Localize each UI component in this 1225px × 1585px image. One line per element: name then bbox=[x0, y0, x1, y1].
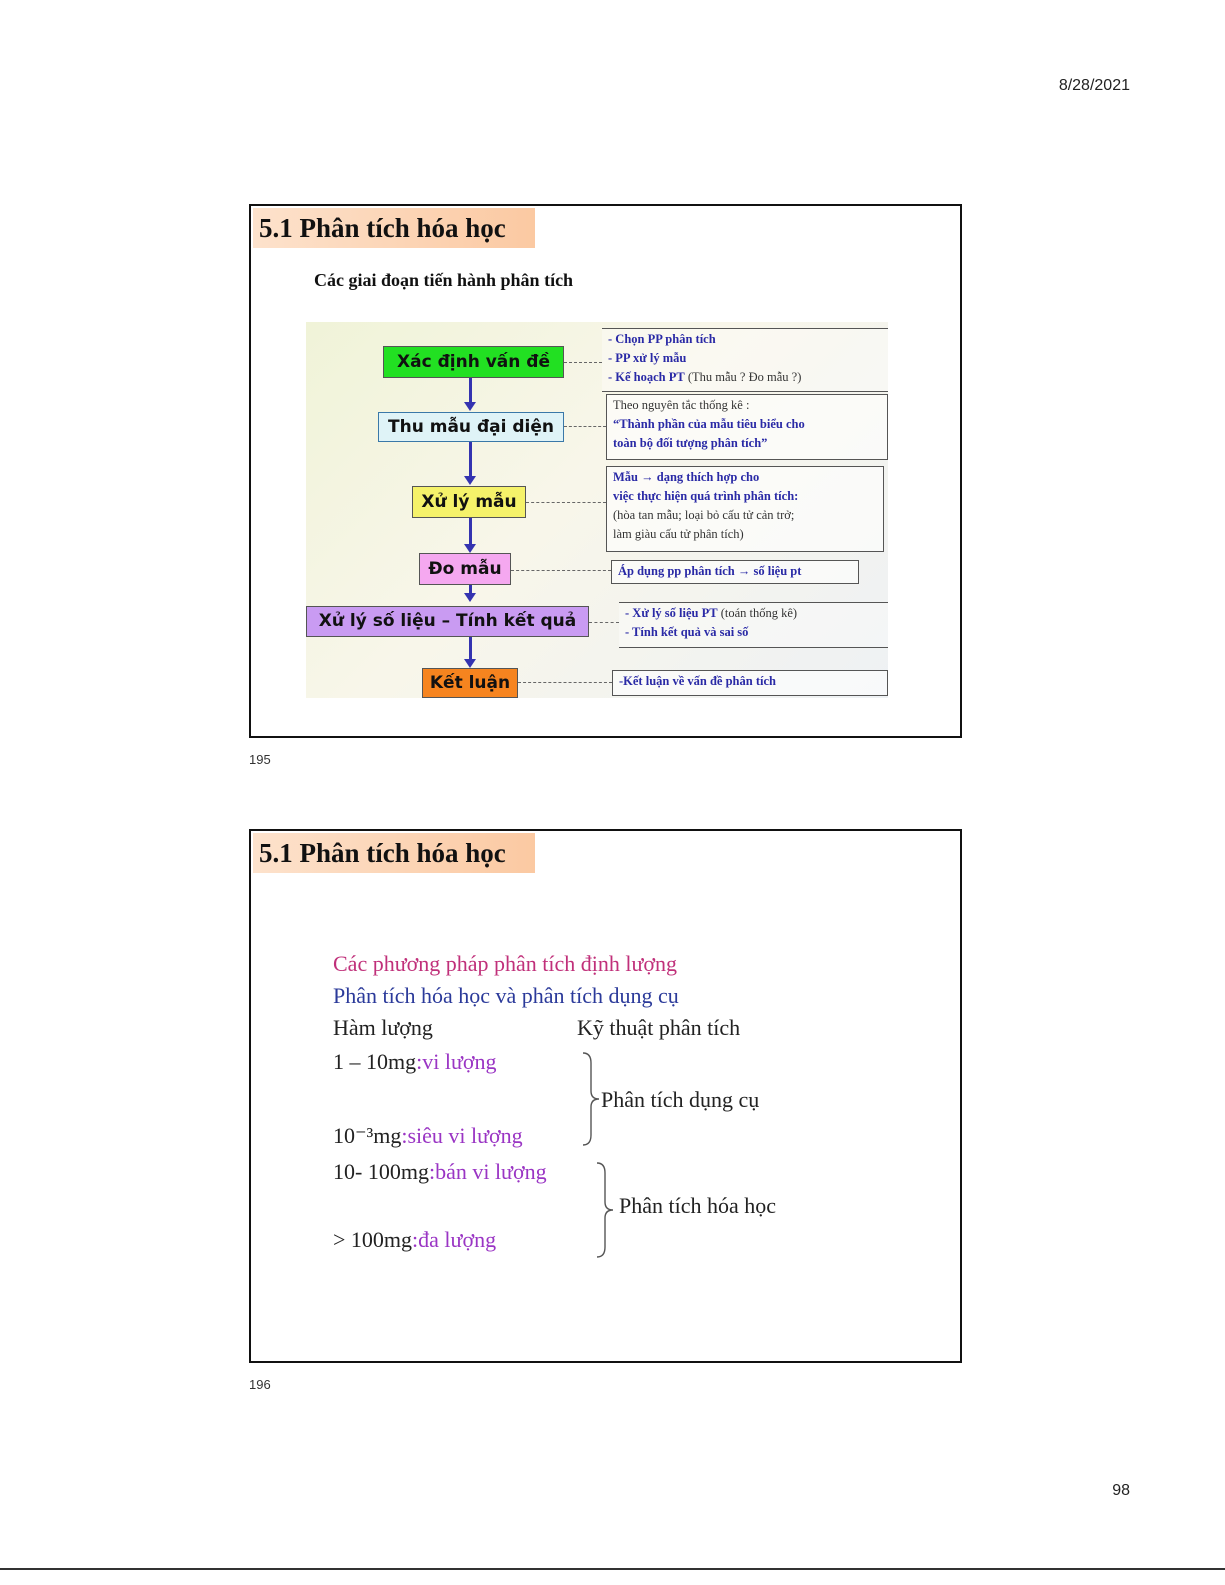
slide-number: 196 bbox=[249, 1377, 271, 1392]
column-technique: Kỹ thuật phân tích bbox=[577, 1015, 741, 1040]
slide-196 bbox=[249, 829, 962, 1363]
note-connector bbox=[589, 622, 619, 623]
slide-subtitle: Các giai đoạn tiến hành phân tích bbox=[314, 270, 574, 290]
bottom-divider bbox=[0, 1568, 1225, 1570]
note-sample-processing bbox=[606, 466, 884, 552]
group-instrumental: Phân tích dụng cụ bbox=[601, 1087, 760, 1112]
amount-row: > 100mg:đa lượng bbox=[333, 1227, 497, 1252]
note-line: - Chọn PP phân tích bbox=[608, 332, 716, 346]
amount-row: 1 – 10mg:vi lượng bbox=[333, 1049, 497, 1074]
slide-195 bbox=[249, 204, 962, 738]
right-brace-icon bbox=[581, 1051, 601, 1147]
page-number: 98 bbox=[1112, 1482, 1130, 1499]
note-line: - PP xử lý mẫu bbox=[608, 351, 687, 365]
column-amount: Hàm lượng bbox=[333, 1015, 433, 1040]
note-conclusion bbox=[612, 670, 888, 696]
slide-title: 5.1 Phân tích hóa học bbox=[253, 833, 535, 873]
right-brace-icon bbox=[595, 1161, 615, 1259]
stage-measurement: Đo mẫu bbox=[419, 553, 511, 585]
note-line: làm giàu cấu tử phân tích) bbox=[613, 527, 744, 541]
note-line: “Thành phần của mẫu tiêu biểu cho bbox=[613, 417, 805, 431]
flow-connector bbox=[469, 442, 472, 480]
arrow-down-icon bbox=[464, 659, 476, 668]
arrow-down-icon bbox=[464, 544, 476, 553]
page-date: 8/28/2021 bbox=[1058, 77, 1130, 94]
note-line: - Xử lý số liệu PT (toán thống kê) bbox=[625, 606, 798, 620]
note-connector bbox=[511, 570, 611, 571]
stage-data-processing: Xử lý số liệu – Tính kết quả bbox=[306, 606, 589, 637]
note-connector bbox=[518, 682, 612, 683]
arrow-down-icon bbox=[464, 476, 476, 485]
note-line: (hòa tan mẫu; loại bỏ cấu tử cản trở; bbox=[613, 508, 795, 522]
flow-diagram bbox=[306, 322, 888, 698]
slide-number: 195 bbox=[249, 752, 271, 767]
arrow-down-icon bbox=[464, 402, 476, 411]
note-connector bbox=[526, 502, 606, 503]
stage-define-problem: Xác định vấn đề bbox=[383, 346, 564, 378]
note-line: - Tính kết quả và sai số bbox=[625, 625, 749, 639]
methods-heading: Các phương pháp phân tích định lượng bbox=[333, 951, 678, 976]
note-line: toàn bộ đối tượng phân tích” bbox=[613, 436, 768, 450]
arrow-down-icon bbox=[464, 593, 476, 602]
note-line: - Kế hoạch PT (Thu mẫu ? Đo mẫu ?) bbox=[608, 370, 802, 384]
amount-row: 10⁻³mg:siêu vi lượng bbox=[333, 1123, 523, 1148]
note-data-processing bbox=[619, 602, 888, 648]
stage-sample-processing: Xử lý mẫu bbox=[412, 486, 526, 518]
stage-sampling: Thu mẫu đại diện bbox=[378, 412, 564, 442]
note-line: Mẫu → dạng thích hợp cho bbox=[613, 470, 760, 484]
amount-row: 10- 100mg:bán vi lượng bbox=[333, 1159, 547, 1184]
note-line: Theo nguyên tắc thống kê : bbox=[613, 398, 750, 412]
note-sampling bbox=[606, 394, 888, 460]
slide-title: 5.1 Phân tích hóa học bbox=[253, 208, 535, 248]
note-line: việc thực hiện quá trình phân tích: bbox=[613, 489, 799, 503]
note-line: Áp dụng pp phân tích → số liệu pt bbox=[618, 564, 802, 578]
methods-subheading: Phân tích hóa học và phân tích dụng cụ bbox=[333, 983, 679, 1008]
stage-conclusion: Kết luận bbox=[422, 668, 518, 698]
note-measurement bbox=[611, 560, 859, 584]
group-chemical: Phân tích hóa học bbox=[619, 1193, 777, 1218]
note-define-problem bbox=[602, 328, 888, 392]
note-connector bbox=[564, 426, 606, 427]
note-line: -Kết luận về vấn đề phân tích bbox=[619, 674, 776, 688]
note-connector bbox=[564, 362, 602, 363]
